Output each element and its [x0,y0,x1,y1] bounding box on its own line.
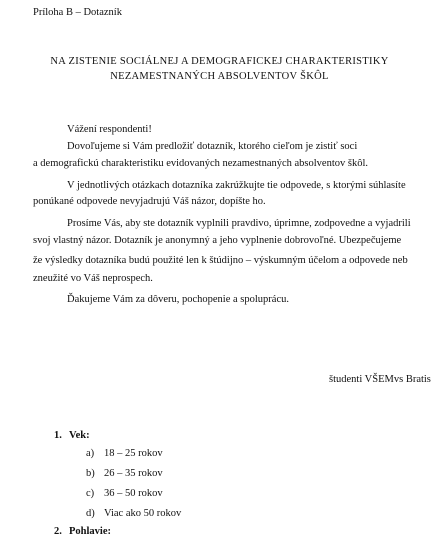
intro-line: zneužité vo Váš neprospech. [33,273,153,284]
question-number: 1. [54,430,62,441]
closing-line: Ďakujeme Vám za dôveru, pochopenie a spoluprácu. [67,294,289,305]
question-1-option-c[interactable] [86,488,163,499]
question-1-heading [54,430,90,441]
option-letter: b) [86,468,95,479]
intro-line: ponúkané odpovede nevyjadrujú Váš názor, dopíšte ho. [33,196,266,207]
document-title-line-2: NEZAMESTNANÝCH ABSOLVENTOV ŠKÔL [110,71,329,82]
intro-line: a demografickú charakteristiku evidovaných nezamestnaných absolventov škôl. [33,158,369,169]
greeting: Vážení respondenti! [67,124,152,135]
question-number: 2. [54,526,62,537]
option-text: 36 – 50 rokov [104,488,163,499]
document-title-line-1: NA ZISTENIE SOCIÁLNEJ A DEMOGRAFICKEJ CHARAKTERISTIKY [50,56,389,67]
option-text: 18 – 25 rokov [104,448,163,459]
question-1-option-b[interactable] [86,468,163,479]
intro-line: svoj vlastný názor. Dotazník je anonymný a jeho vyplnenie dobrovoľné. Ubezpečujeme [33,235,402,246]
option-letter: c) [86,488,95,499]
appendix-label: Príloha B – Dotazník [33,7,122,18]
question-2-heading [54,526,111,537]
question-label: Pohlavie: [69,526,111,537]
option-text: 26 – 35 rokov [104,468,163,479]
question-label: Vek: [69,430,90,441]
question-1-option-a[interactable] [86,448,163,459]
question-1-option-d[interactable] [86,508,181,519]
option-letter: a) [86,448,95,459]
intro-line: Dovoľujeme si Vám predložiť dotazník, ktorého cieľom je zistiť soci [67,141,358,152]
option-text: Viac ako 50 rokov [104,508,182,519]
signature: študenti VŠEMvs Bratis [329,374,431,385]
option-letter: d) [86,508,95,519]
intro-line: Prosíme Vás, aby ste dotazník vyplnili pravdivo, úprimne, zodpovedne a vyjadrili [67,218,411,229]
intro-line: že výsledky dotazníka budú použité len k štúdijno – výskumným účelom a odpovede neb [33,255,408,266]
intro-line: V jednotlivých otázkach dotazníka zakrúžkujte tie odpovede, s ktorými súhlasíte [67,180,406,191]
